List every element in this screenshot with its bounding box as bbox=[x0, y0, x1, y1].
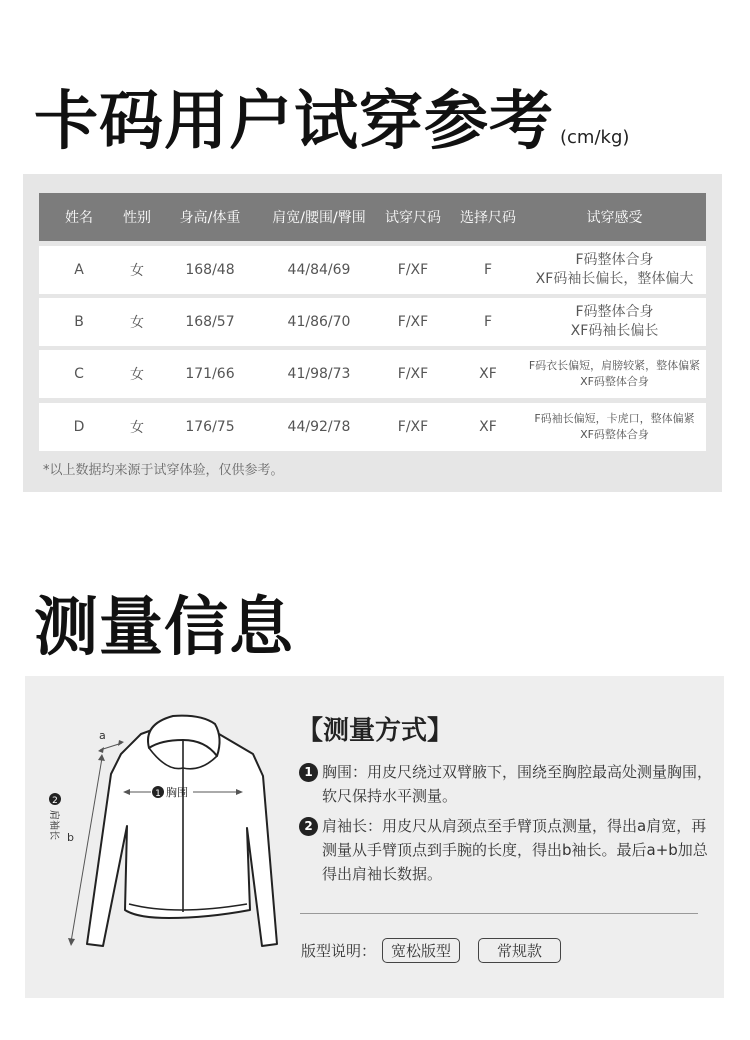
feeling-line-1: F码整体合身 bbox=[575, 252, 654, 268]
table-header bbox=[39, 193, 706, 241]
divider bbox=[300, 913, 698, 914]
method-title: 【测量方式】 bbox=[297, 716, 454, 746]
cell-name: A bbox=[74, 262, 84, 278]
measurement-title: 测量信息 bbox=[34, 591, 294, 665]
header-chosen-size: 选择尺码 bbox=[460, 210, 516, 226]
cell-height-weight: 168/48 bbox=[185, 262, 235, 278]
cell-feeling bbox=[523, 411, 706, 443]
header-tried-size: 试穿尺码 bbox=[385, 210, 441, 226]
header-name: 姓名 bbox=[65, 210, 93, 226]
feeling-line-1: F码袖长偏短，卡虎口，整体偏紧 bbox=[534, 412, 695, 425]
disclaimer-note: *以上数据均来源于试穿体验，仅供参考。 bbox=[43, 463, 284, 478]
cell-gender: 女 bbox=[130, 263, 144, 279]
measurement-panel bbox=[25, 676, 724, 998]
feeling-line-2: XF码整体合身 bbox=[580, 375, 649, 388]
cell-height-weight: 171/66 bbox=[185, 366, 235, 382]
table-row bbox=[39, 350, 706, 398]
fit-label: 版型说明： bbox=[301, 942, 377, 960]
table-row bbox=[39, 298, 706, 346]
feeling-line-2: XF码整体合身 bbox=[580, 428, 649, 441]
feeling-line-1: F码衣长偏短，肩膀较紧，整体偏紧 bbox=[528, 359, 701, 372]
cell-tried-size: F/XF bbox=[397, 314, 429, 330]
feeling-line-1: F码整体合身 bbox=[575, 304, 654, 320]
cell-body-sizes: 41/86/70 bbox=[287, 314, 351, 330]
cell-chosen-size: F bbox=[483, 314, 493, 330]
cell-feeling bbox=[523, 358, 706, 390]
table-row bbox=[39, 403, 706, 451]
cell-gender: 女 bbox=[130, 420, 144, 436]
unit-label: (cm/kg) bbox=[560, 127, 630, 148]
cell-chosen-size: XF bbox=[479, 419, 497, 435]
fit-reference-title: 卡码用户试穿参考 (cm/kg) bbox=[34, 85, 630, 159]
cell-body-sizes: 41/98/73 bbox=[287, 366, 351, 382]
chest-label: 胸围 bbox=[166, 786, 188, 799]
shoulder-number: 2 bbox=[52, 796, 58, 806]
table-row bbox=[39, 246, 706, 294]
cell-gender: 女 bbox=[130, 315, 144, 331]
cell-tried-size: F/XF bbox=[397, 419, 429, 435]
method-item-chest bbox=[299, 760, 729, 808]
number-badge: 2 bbox=[299, 817, 318, 836]
header-gender: 性别 bbox=[123, 210, 151, 226]
cell-height-weight: 168/57 bbox=[185, 314, 235, 330]
number-badge: 1 bbox=[299, 763, 318, 782]
feeling-line-2: XF码袖长偏长 bbox=[570, 323, 659, 339]
header-body-sizes: 肩宽/腰围/臀围 bbox=[272, 210, 366, 226]
fit-tag-regular: 常规款 bbox=[478, 938, 561, 963]
cell-body-sizes: 44/84/69 bbox=[287, 262, 351, 278]
label-a: a bbox=[99, 729, 106, 742]
cell-tried-size: F/XF bbox=[397, 262, 429, 278]
cell-name: D bbox=[73, 419, 85, 435]
shoulder-sleeve-label: 肩袖长 bbox=[48, 810, 59, 840]
cell-feeling bbox=[523, 303, 706, 341]
method-item-shoulder-sleeve bbox=[299, 814, 729, 886]
jacket-diagram bbox=[45, 706, 295, 956]
cell-name: C bbox=[74, 366, 84, 382]
method-text: 肩袖长：用皮尺从肩颈点至手臂顶点测量，得出a肩宽，再测量从手臂顶点到手腕的长度，得出b袖长。最后a+b加总得出肩袖长数据。 bbox=[322, 817, 708, 883]
label-b: b bbox=[67, 831, 74, 844]
fit-description bbox=[301, 938, 561, 963]
cell-name: B bbox=[74, 314, 84, 330]
fit-tag-loose: 宽松版型 bbox=[382, 938, 460, 963]
cell-gender: 女 bbox=[130, 367, 144, 383]
header-feeling: 试穿感受 bbox=[586, 210, 643, 226]
header-height-weight: 身高/体重 bbox=[179, 210, 241, 226]
feeling-line-2: XF码袖长偏长，整体偏大 bbox=[535, 271, 694, 287]
cell-body-sizes: 44/92/78 bbox=[287, 419, 351, 435]
cell-height-weight: 176/75 bbox=[185, 419, 235, 435]
cell-feeling bbox=[523, 251, 706, 289]
chest-number: 1 bbox=[155, 789, 161, 799]
jacket-body bbox=[87, 726, 277, 946]
cell-tried-size: F/XF bbox=[397, 366, 429, 382]
cell-chosen-size: XF bbox=[479, 366, 497, 382]
fit-reference-panel bbox=[23, 174, 722, 492]
cell-chosen-size: F bbox=[483, 262, 493, 278]
method-text: 胸围：用皮尺绕过双臂腋下，围绕至胸腔最高处测量胸围，软尺保持水平测量。 bbox=[322, 763, 713, 805]
